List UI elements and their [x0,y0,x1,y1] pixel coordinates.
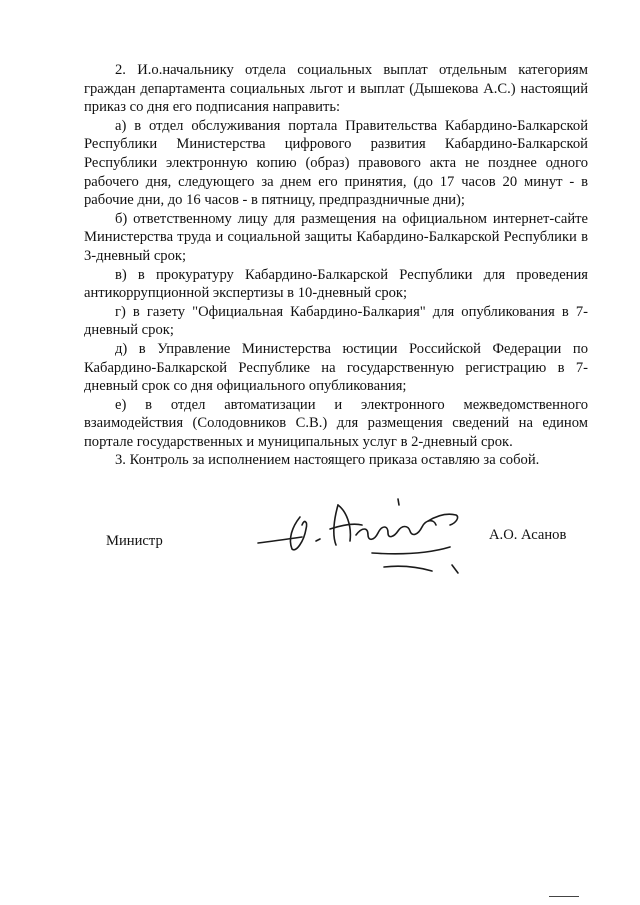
footer-divider [549,896,579,897]
paragraph-subitem-b: б) ответственному лицу для размещения на официальном интернет-сайте Министерства труда и социальной защиты Кабардино-Балкарской Республики в 3-дневный срок; [84,210,588,264]
paragraph-item-2: 2. И.о.начальнику отдела социальных выплат отдельным категориям граждан департамента социальных льгот и выплат (Дышекова А.С.) настоящий приказ со дня его подписания направить: [84,62,588,116]
paragraph-subitem-d: д) в Управление Министерства юстиции Российской Федерации по Кабардино-Балкарской Республике на государственную регистрацию в 7-дневный срок со дня официального опубликования; [84,340,588,395]
paragraph-subitem-a: а) в отдел обслуживания портала Правительства Кабардино-Балкарской Республики Министерства цифрового развития Кабардино-Балкарской Республики электронную копию (образ) правового акта не позднее одного рабочего дня, следующего за днем его принятия, (до 17 часов 20 минут - в рабочие дни, до 16 часов - в пятницу, предпраздничные дни); [84,117,588,209]
paragraph-item-3: 3. Контроль за исполнением настоящего приказа оставляю за собой. [115,452,540,469]
paragraph-subitem-g: г) в газету "Официальная Кабардино-Балкария" для опубликования в 7-дневный срок; [84,303,588,339]
document-body [84,61,588,470]
signature-block [0,495,640,585]
paragraph-subitem-e: е) в отдел автоматизации и электронного межведомственного взаимодействия (Солодовников С.В.) для размещения сведений на едином портале государственных и муниципальных услуг в 2-дневный срок. [84,396,588,450]
signatory-title: Министр [106,533,163,549]
paragraph-subitem-v: в) в прокуратуру Кабардино-Балкарской Республики для проведения антикоррупционной экспертизы в 10-дневный срок; [84,266,588,302]
handwritten-signature-image [252,495,482,585]
signatory-name: А.О. Асанов [489,527,567,543]
